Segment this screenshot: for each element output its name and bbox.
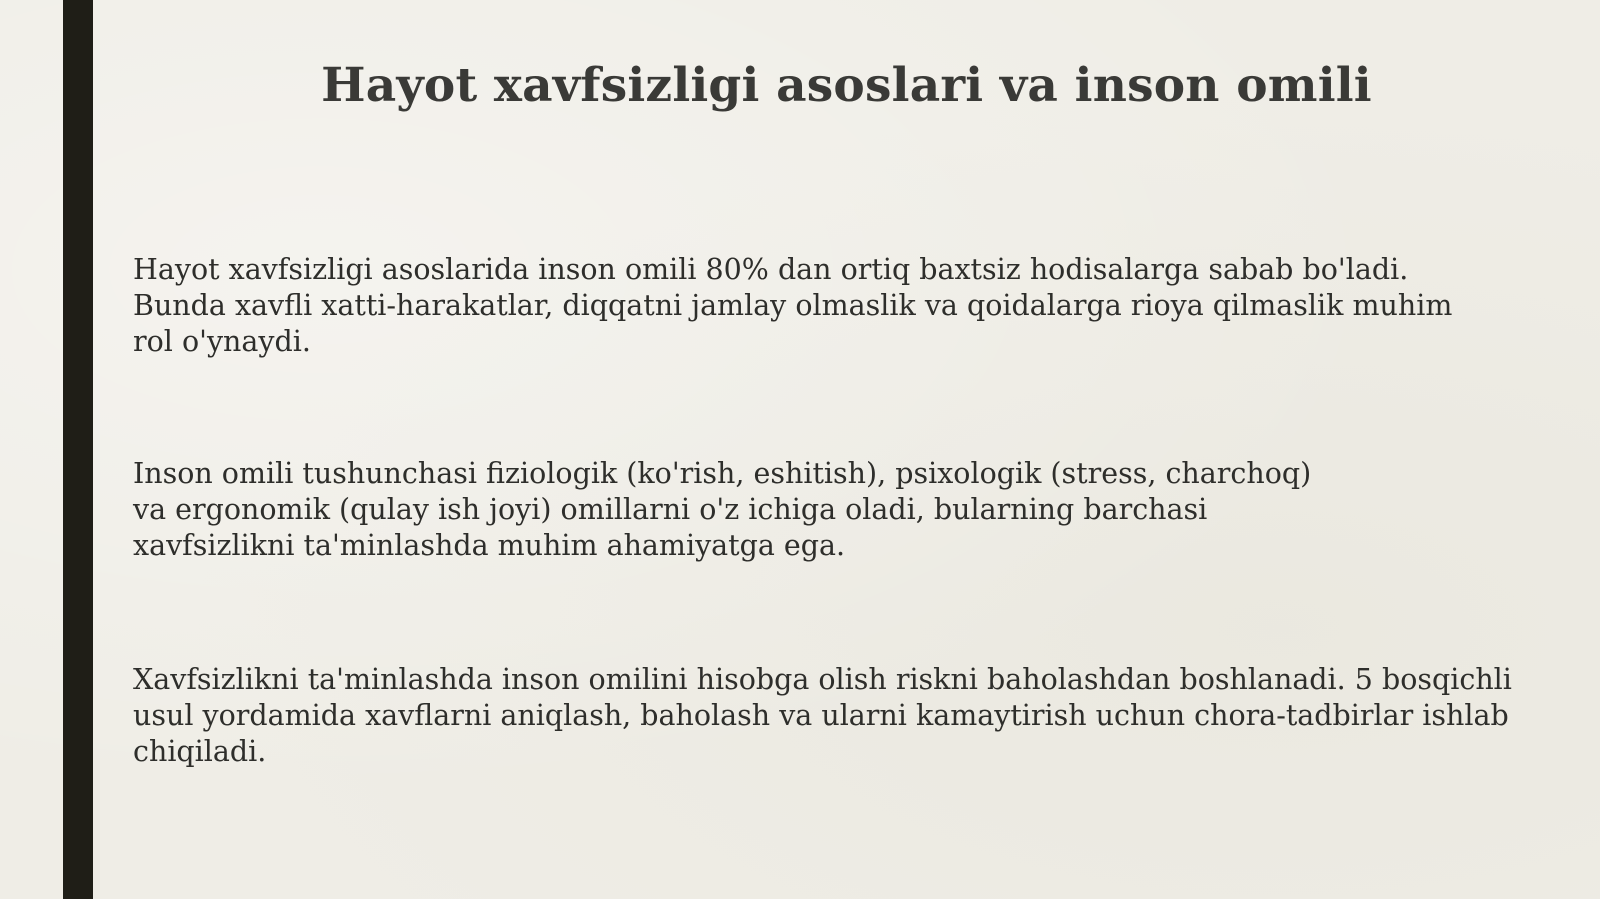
paragraph-1: Hayot xavfsizligi asoslarida inson omili 80% dan ortiq baxtsiz hodisalarga sabab bo'ladi. Bunda xavfli xatti-harakatlar, diqqatni jamlay olmaslik va qoidalarga rioya qilmaslik muhim rol o'ynaydi.	[133, 253, 1453, 358]
slide-title: Hayot xavfsizligi asoslari va inson omili	[321, 58, 1372, 113]
paragraph-2: Inson omili tushunchasi fiziologik (ko'rish, eshitish), psixologik (stress, charchoq) va ergonomik (qulay ish joyi) omillarni o'z ichiga oladi, bularning barchasi xavfsizlikni ta'minlashda muhim ahamiyatga ega.	[133, 457, 1312, 562]
accent-bar	[63, 0, 93, 899]
paragraph-3: Xavfsizlikni ta'minlashda inson omilini hisobga olish riskni baholashdan boshlanadi. 5 bosqichli usul yordamida xavflarni aniqlash, baholash va ularni kamaytirish uchun chora-tadbirlar ishlab chiqiladi.	[133, 663, 1512, 768]
